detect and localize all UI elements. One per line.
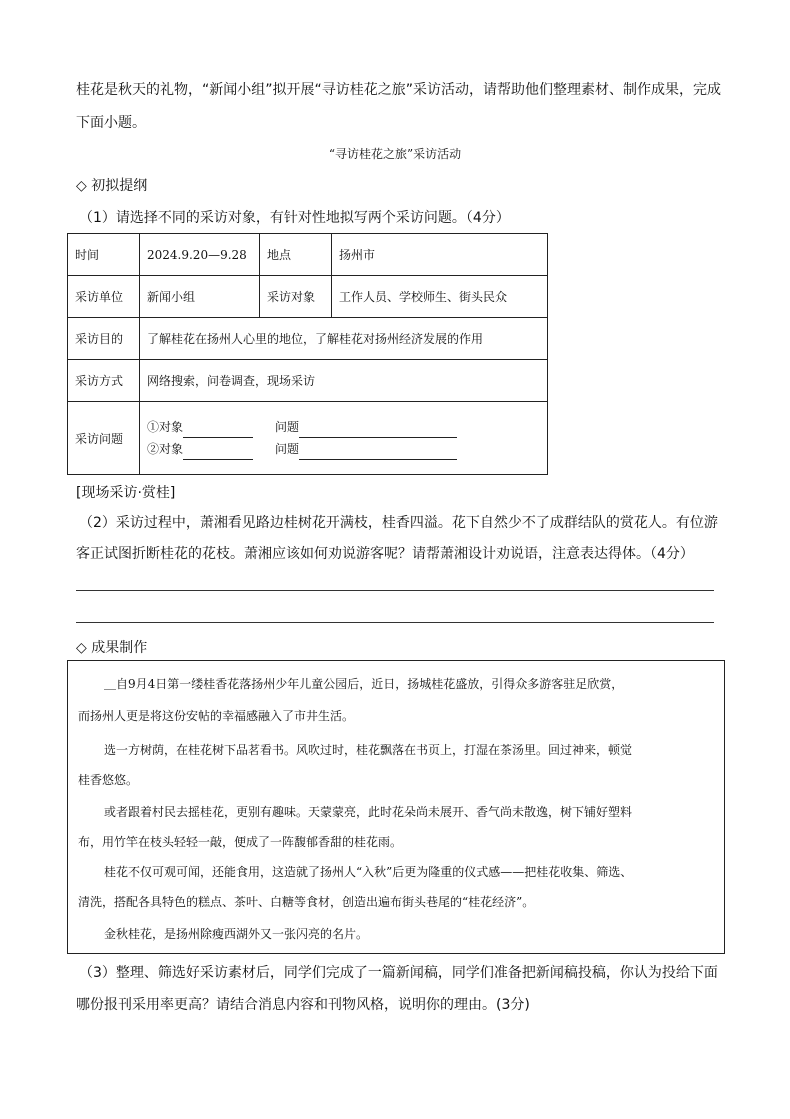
q2-target-label: ②对象 — [147, 442, 184, 456]
questions-label: 采访问题 — [68, 402, 140, 475]
q1-target-blank[interactable] — [183, 424, 253, 438]
question-2-line-2: 客正试图折断桂花的花枝。萧湘应该如何劝说游客呢？请帮萧湘设计劝说语，注意表达得体。（4分） — [76, 546, 694, 562]
article-line: 选一方树荫，在桂花树下品茗看书。风吹过时，桂花飘落在书页上，打湿在茶汤里。回过神来，顿觉 — [104, 743, 633, 757]
time-label: 时间 — [68, 234, 140, 276]
place-label: 地点 — [260, 234, 332, 276]
unit-value: 新闻小组 — [140, 276, 260, 318]
q1-question-label: 问题 — [275, 420, 300, 434]
article-line: 金秋桂花，是扬州除瘦西湖外又一张闪亮的名片。 — [104, 927, 369, 941]
purpose-value: 了解桂花在扬州人心里的地位，了解桂花对扬州经济发展的作用 — [140, 318, 548, 360]
q2-target-blank[interactable] — [183, 446, 253, 460]
method-value: 网络搜索，问卷调查，现场采访 — [140, 360, 548, 402]
activity-title: “寻访桂花之旅”采访活动 — [328, 147, 462, 161]
question-row-2 — [147, 438, 547, 460]
article-line: 而扬州人更是将这份安帖的幸福感融入了市井生活。 — [78, 709, 355, 723]
place-value: 扬州市 — [332, 234, 548, 276]
target-value: 工作人员、学校师生、街头民众 — [332, 276, 548, 318]
article-line: 桂香悠悠。 — [78, 773, 139, 787]
article-line: 布，用竹竿在枝头轻轻一敲，便成了一阵馥郁香甜的桂花雨。 — [78, 835, 403, 849]
q1-target-label: ①对象 — [147, 420, 184, 434]
section-heading-interview: [现场采访·赏桂] — [76, 485, 176, 501]
intro-line-2: 下面小题。 — [76, 115, 146, 131]
q2-question-label: 问题 — [275, 442, 300, 456]
q2-question-blank[interactable] — [299, 446, 457, 460]
article-line: 清洗，搭配各具特色的糕点、茶叶、白糖等食材，创造出遍布街头巷尾的“桂花经济”。 — [78, 895, 535, 909]
question-2-line-1: （2）采访过程中，萧湘看见路边桂树花开满枝，桂香四溢。花下自然少不了成群结队的赏花人。有位游 — [79, 515, 718, 531]
table-row — [68, 402, 548, 475]
answer-line-2[interactable] — [76, 622, 714, 623]
answer-line-1[interactable] — [76, 590, 714, 591]
section-heading-outline: ◇ 初拟提纲 — [76, 178, 148, 194]
question-row-1 — [147, 416, 547, 438]
table-row — [68, 276, 548, 318]
news-article-box — [67, 660, 725, 954]
table-row — [68, 234, 548, 276]
method-label: 采访方式 — [68, 360, 140, 402]
article-line: ＿自9月4日第一缕桂香花落扬州少年儿童公园后，近日，扬城桂花盛放，引得众多游客驻足欣赏， — [104, 677, 624, 691]
q1-question-blank[interactable] — [299, 424, 457, 438]
question-3-line-2: 哪份报刊采用率更高？请结合消息内容和刊物风格，说明你的理由。(3分) — [76, 997, 530, 1013]
article-line: 桂花不仅可观可闻，还能食用，这造就了扬州人“入秋”后更为隆重的仪式感——把桂花收集、筛选、 — [104, 865, 633, 879]
interview-table — [67, 233, 548, 475]
table-row — [68, 318, 548, 360]
time-value: 2024.9.20—9.28 — [140, 234, 260, 276]
question-3-line-1: （3）整理、筛选好采访素材后，同学们完成了一篇新闻稿，同学们准备把新闻稿投稿，你认为投给下面 — [79, 965, 718, 981]
intro-line-1: 桂花是秋天的礼物，“新闻小组”拟开展“寻访桂花之旅”采访活动，请帮助他们整理素材、制作成果，完成 — [76, 82, 722, 98]
target-label: 采访对象 — [260, 276, 332, 318]
questions-cell — [140, 402, 548, 475]
purpose-label: 采访目的 — [68, 318, 140, 360]
article-line: 或者跟着村民去摇桂花，更别有趣味。天蒙蒙亮，此时花朵尚未展开、香气尚未散逸，树下铺好塑料 — [104, 805, 633, 819]
section-heading-results: ◇ 成果制作 — [76, 640, 148, 656]
question-1: （1）请选择不同的采访对象，有针对性地拟写两个采访问题。（4分） — [79, 210, 510, 226]
unit-label: 采访单位 — [68, 276, 140, 318]
table-row — [68, 360, 548, 402]
